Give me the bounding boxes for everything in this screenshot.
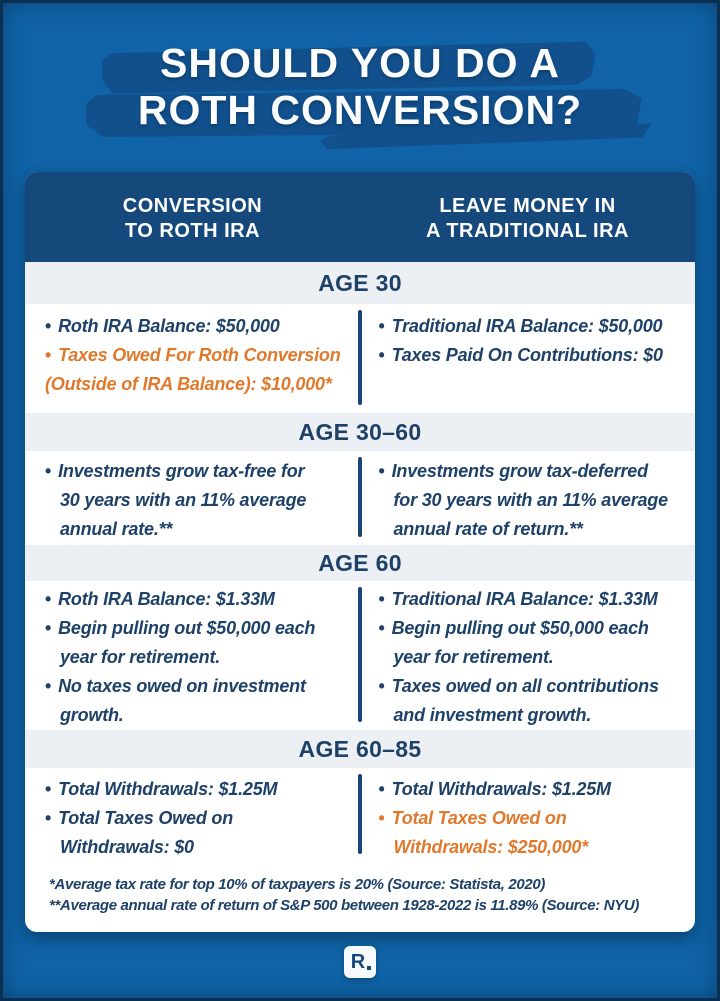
age-band-30-60 xyxy=(25,413,695,451)
continuation-line: year for retirement. xyxy=(393,647,554,667)
age-band-60-85-label: AGE 60–85 xyxy=(298,735,422,762)
row-age-30 xyxy=(25,304,695,413)
bullet-dot: • xyxy=(378,461,385,481)
continuation-line: for 30 years with an 11% average xyxy=(393,490,668,510)
bullet-line: • Total Withdrawals: $1.25M xyxy=(378,779,611,799)
column-divider xyxy=(358,587,362,722)
ramsey-logo xyxy=(344,946,376,978)
bullet-line: • Roth IRA Balance: $50,000 xyxy=(45,316,280,336)
cell-age-60-85-roth xyxy=(25,768,362,862)
column-title-traditional xyxy=(360,172,695,262)
bullet-dot: • xyxy=(45,589,52,609)
continuation-line: year for retirement. xyxy=(60,647,221,667)
bullet-line: • Roth IRA Balance: $1.33M xyxy=(45,589,275,609)
age-band-60-label: AGE 60 xyxy=(318,549,402,576)
cell-age-30-60-roth xyxy=(25,451,362,545)
bullet-dot: • xyxy=(45,618,52,638)
comparison-card xyxy=(25,172,695,932)
bullet-dot: • xyxy=(378,345,385,365)
bullet-dot: • xyxy=(378,676,385,696)
column-title-traditional-line-2: A TRADITIONAL IRA xyxy=(426,219,629,242)
continuation-line: and investment growth. xyxy=(393,705,592,725)
bullet-line: • Investments grow tax-free for xyxy=(45,461,305,481)
bullet-dot: • xyxy=(378,618,385,638)
column-headers xyxy=(25,172,695,262)
column-divider xyxy=(358,457,362,537)
bullet-dot: • xyxy=(45,316,52,336)
cell-age-30-roth xyxy=(25,304,362,413)
bullet-line: • Total Withdrawals: $1.25M xyxy=(45,779,278,799)
cell-age-30-60-traditional xyxy=(362,451,696,545)
bullet-line: • Investments grow tax-deferred xyxy=(378,461,648,481)
cell-age-30-traditional xyxy=(362,304,696,413)
column-title-roth-line-2: TO ROTH IRA xyxy=(124,219,261,242)
footnotes xyxy=(25,862,695,916)
bullet-line: • Taxes Owed For Roth Conversion xyxy=(45,345,341,365)
column-title-roth-line-1: CONVERSION xyxy=(122,194,263,217)
row-age-60-85 xyxy=(25,768,695,862)
bullet-line: • Total Taxes Owed on xyxy=(45,808,234,828)
continuation-line: 30 years with an 11% average xyxy=(60,490,307,510)
bullet-dot: • xyxy=(45,808,52,828)
continuation-line: annual rate of return.** xyxy=(393,519,583,539)
bullet-dot: • xyxy=(378,316,385,336)
footnote-tax-rate: *Average tax rate for top 10% of taxpayers is 20% (Source: Statista, 2020) xyxy=(49,876,545,893)
bullet-dot: • xyxy=(45,345,52,365)
cell-age-60-85-traditional xyxy=(362,768,696,862)
bullet-dot: • xyxy=(378,589,385,609)
continuation-line: growth. xyxy=(60,705,124,725)
continuation-line: Withdrawals: $250,000* xyxy=(393,837,589,857)
age-band-60-85 xyxy=(25,730,695,768)
bullet-dot: • xyxy=(45,779,52,799)
footnote-sp500-return: **Average annual rate of return of S&P 500 between 1928-2022 is 11.89% (Source: NYU) xyxy=(49,897,640,914)
age-band-30-label: AGE 30 xyxy=(318,269,402,296)
continuation-line: (Outside of IRA Balance): $10,000* xyxy=(45,374,332,394)
bullet-dot: • xyxy=(45,461,52,481)
bullet-line: • Total Taxes Owed on xyxy=(378,808,567,828)
title-block xyxy=(0,0,720,165)
column-title-roth xyxy=(25,172,360,262)
bullet-line: • Begin pulling out $50,000 each xyxy=(378,618,649,638)
ramsey-logo-letter: R xyxy=(350,951,366,973)
page-title-line-1: SHOULD YOU DO A xyxy=(160,40,560,86)
bullet-dot: • xyxy=(378,808,385,828)
continuation-line: Withdrawals: $0 xyxy=(60,837,194,857)
age-band-30-60-label: AGE 30–60 xyxy=(298,418,422,445)
bullet-line: • Begin pulling out $50,000 each xyxy=(45,618,316,638)
column-divider xyxy=(358,310,362,405)
row-age-30-60 xyxy=(25,451,695,545)
column-title-traditional-line-1: LEAVE MONEY IN xyxy=(439,194,616,217)
bullet-line: • Traditional IRA Balance: $1.33M xyxy=(378,589,658,609)
bullet-line: • Taxes Paid On Contributions: $0 xyxy=(378,345,663,365)
bullet-line: • No taxes owed on investment xyxy=(45,676,306,696)
age-band-60 xyxy=(25,545,695,581)
age-band-30 xyxy=(25,262,695,304)
cell-age-60-roth xyxy=(25,581,362,730)
bullet-line: • Taxes owed on all contributions xyxy=(378,676,659,696)
cell-age-60-traditional xyxy=(362,581,696,730)
column-divider xyxy=(358,774,362,854)
bullet-dot: • xyxy=(378,779,385,799)
bullet-dot: • xyxy=(45,676,52,696)
page-title-line-2: ROTH CONVERSION? xyxy=(137,87,583,133)
ramsey-logo-dot xyxy=(367,966,371,970)
continuation-line: annual rate.** xyxy=(60,519,173,539)
bullet-line: • Traditional IRA Balance: $50,000 xyxy=(378,316,663,336)
row-age-60 xyxy=(25,581,695,730)
page-title xyxy=(0,40,720,134)
